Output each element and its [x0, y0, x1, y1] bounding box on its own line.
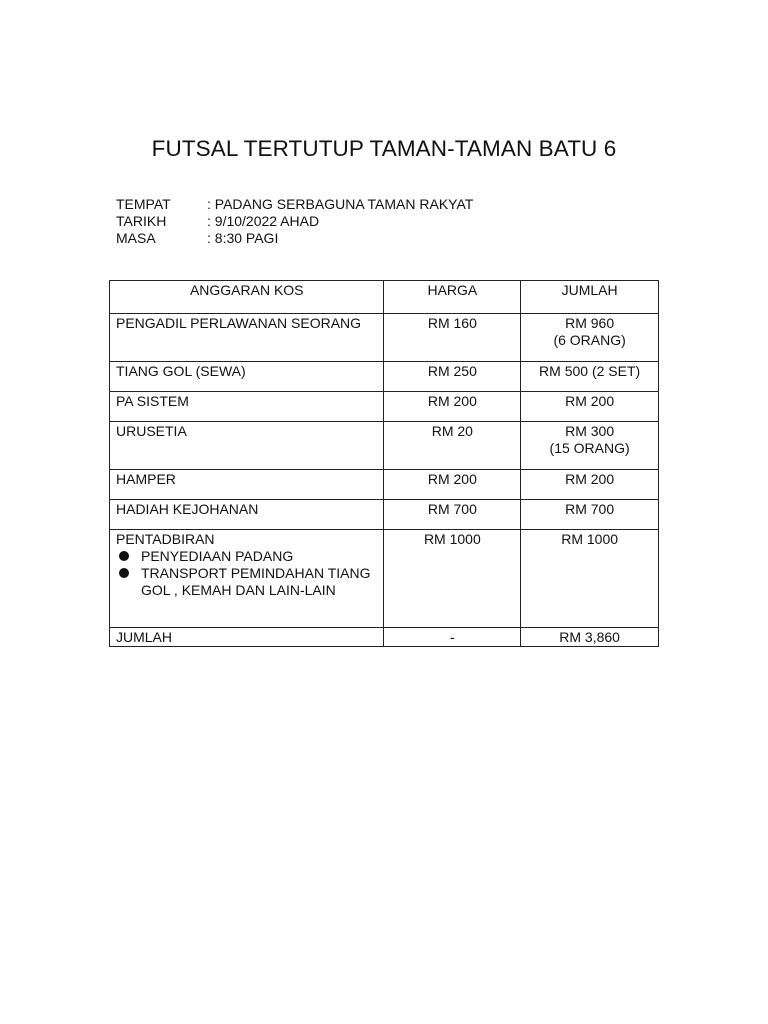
jumlah-cell: RM 200 — [521, 470, 659, 500]
total-harga: - — [384, 628, 521, 647]
jumlah-note: (6 ORANG) — [553, 332, 626, 348]
info-value: : PADANG SERBAGUNA TAMAN RAKYAT — [207, 196, 474, 212]
sub-item-text: TRANSPORT PEMINDAHAN TIANG GOL , KEMAH DAN LAIN-LAIN — [141, 565, 371, 598]
bullet-icon — [119, 551, 129, 561]
table-row — [110, 470, 659, 500]
table-row — [110, 530, 659, 628]
sub-item-list — [116, 548, 377, 599]
info-row-tempat — [116, 196, 473, 213]
harga-cell: RM 200 — [384, 392, 521, 422]
total-jumlah: RM 3,860 — [521, 628, 659, 647]
jumlah-cell: RM 1000 — [521, 530, 659, 628]
total-row — [110, 628, 659, 647]
jumlah-cell: RM 200 — [521, 392, 659, 422]
table-row — [110, 362, 659, 392]
harga-cell: RM 20 — [384, 422, 521, 470]
list-item — [116, 565, 377, 599]
jumlah-value: RM 300 — [565, 423, 615, 439]
harga-cell: RM 1000 — [384, 530, 521, 628]
table-row — [110, 314, 659, 362]
info-row-tarikh — [116, 213, 473, 230]
item-label: PENTADBIRAN — [116, 531, 215, 547]
total-label: JUMLAH — [110, 628, 384, 647]
item-cell: URUSETIA — [110, 422, 384, 470]
harga-cell: RM 250 — [384, 362, 521, 392]
info-label: TARIKH — [116, 213, 167, 229]
jumlah-cell — [521, 422, 659, 470]
document-title: FUTSAL TERTUTUP TAMAN-TAMAN BATU 6 — [151, 136, 617, 161]
jumlah-note: (15 ORANG) — [549, 440, 630, 456]
info-row-masa — [116, 230, 473, 247]
item-cell: TIANG GOL (SEWA) — [110, 362, 384, 392]
item-cell: PENGADIL PERLAWANAN SEORANG — [110, 314, 384, 362]
item-cell: PA SISTEM — [110, 392, 384, 422]
table-row — [110, 422, 659, 470]
table-row — [110, 500, 659, 530]
sub-item-text: PENYEDIAAN PADANG — [141, 548, 294, 564]
harga-cell: RM 700 — [384, 500, 521, 530]
event-info — [116, 196, 473, 247]
harga-cell: RM 160 — [384, 314, 521, 362]
header-anggaran-kos: ANGGARAN KOS — [110, 281, 384, 314]
item-cell: HAMPER — [110, 470, 384, 500]
info-label: MASA — [116, 230, 156, 246]
harga-cell: RM 200 — [384, 470, 521, 500]
table-header-row — [110, 281, 659, 314]
jumlah-cell: RM 700 — [521, 500, 659, 530]
info-value: : 9/10/2022 AHAD — [207, 213, 320, 229]
info-value: : 8:30 PAGI — [207, 230, 279, 246]
jumlah-cell — [521, 314, 659, 362]
cost-table — [109, 280, 659, 647]
item-cell: HADIAH KEJOHANAN — [110, 500, 384, 530]
info-label: TEMPAT — [116, 196, 171, 212]
list-item — [116, 548, 377, 565]
item-cell — [110, 530, 384, 628]
jumlah-cell: RM 500 (2 SET) — [521, 362, 659, 392]
header-jumlah: JUMLAH — [521, 281, 659, 314]
bullet-icon — [119, 568, 129, 578]
jumlah-value: RM 960 — [565, 315, 615, 331]
table-row — [110, 392, 659, 422]
header-harga: HARGA — [384, 281, 521, 314]
